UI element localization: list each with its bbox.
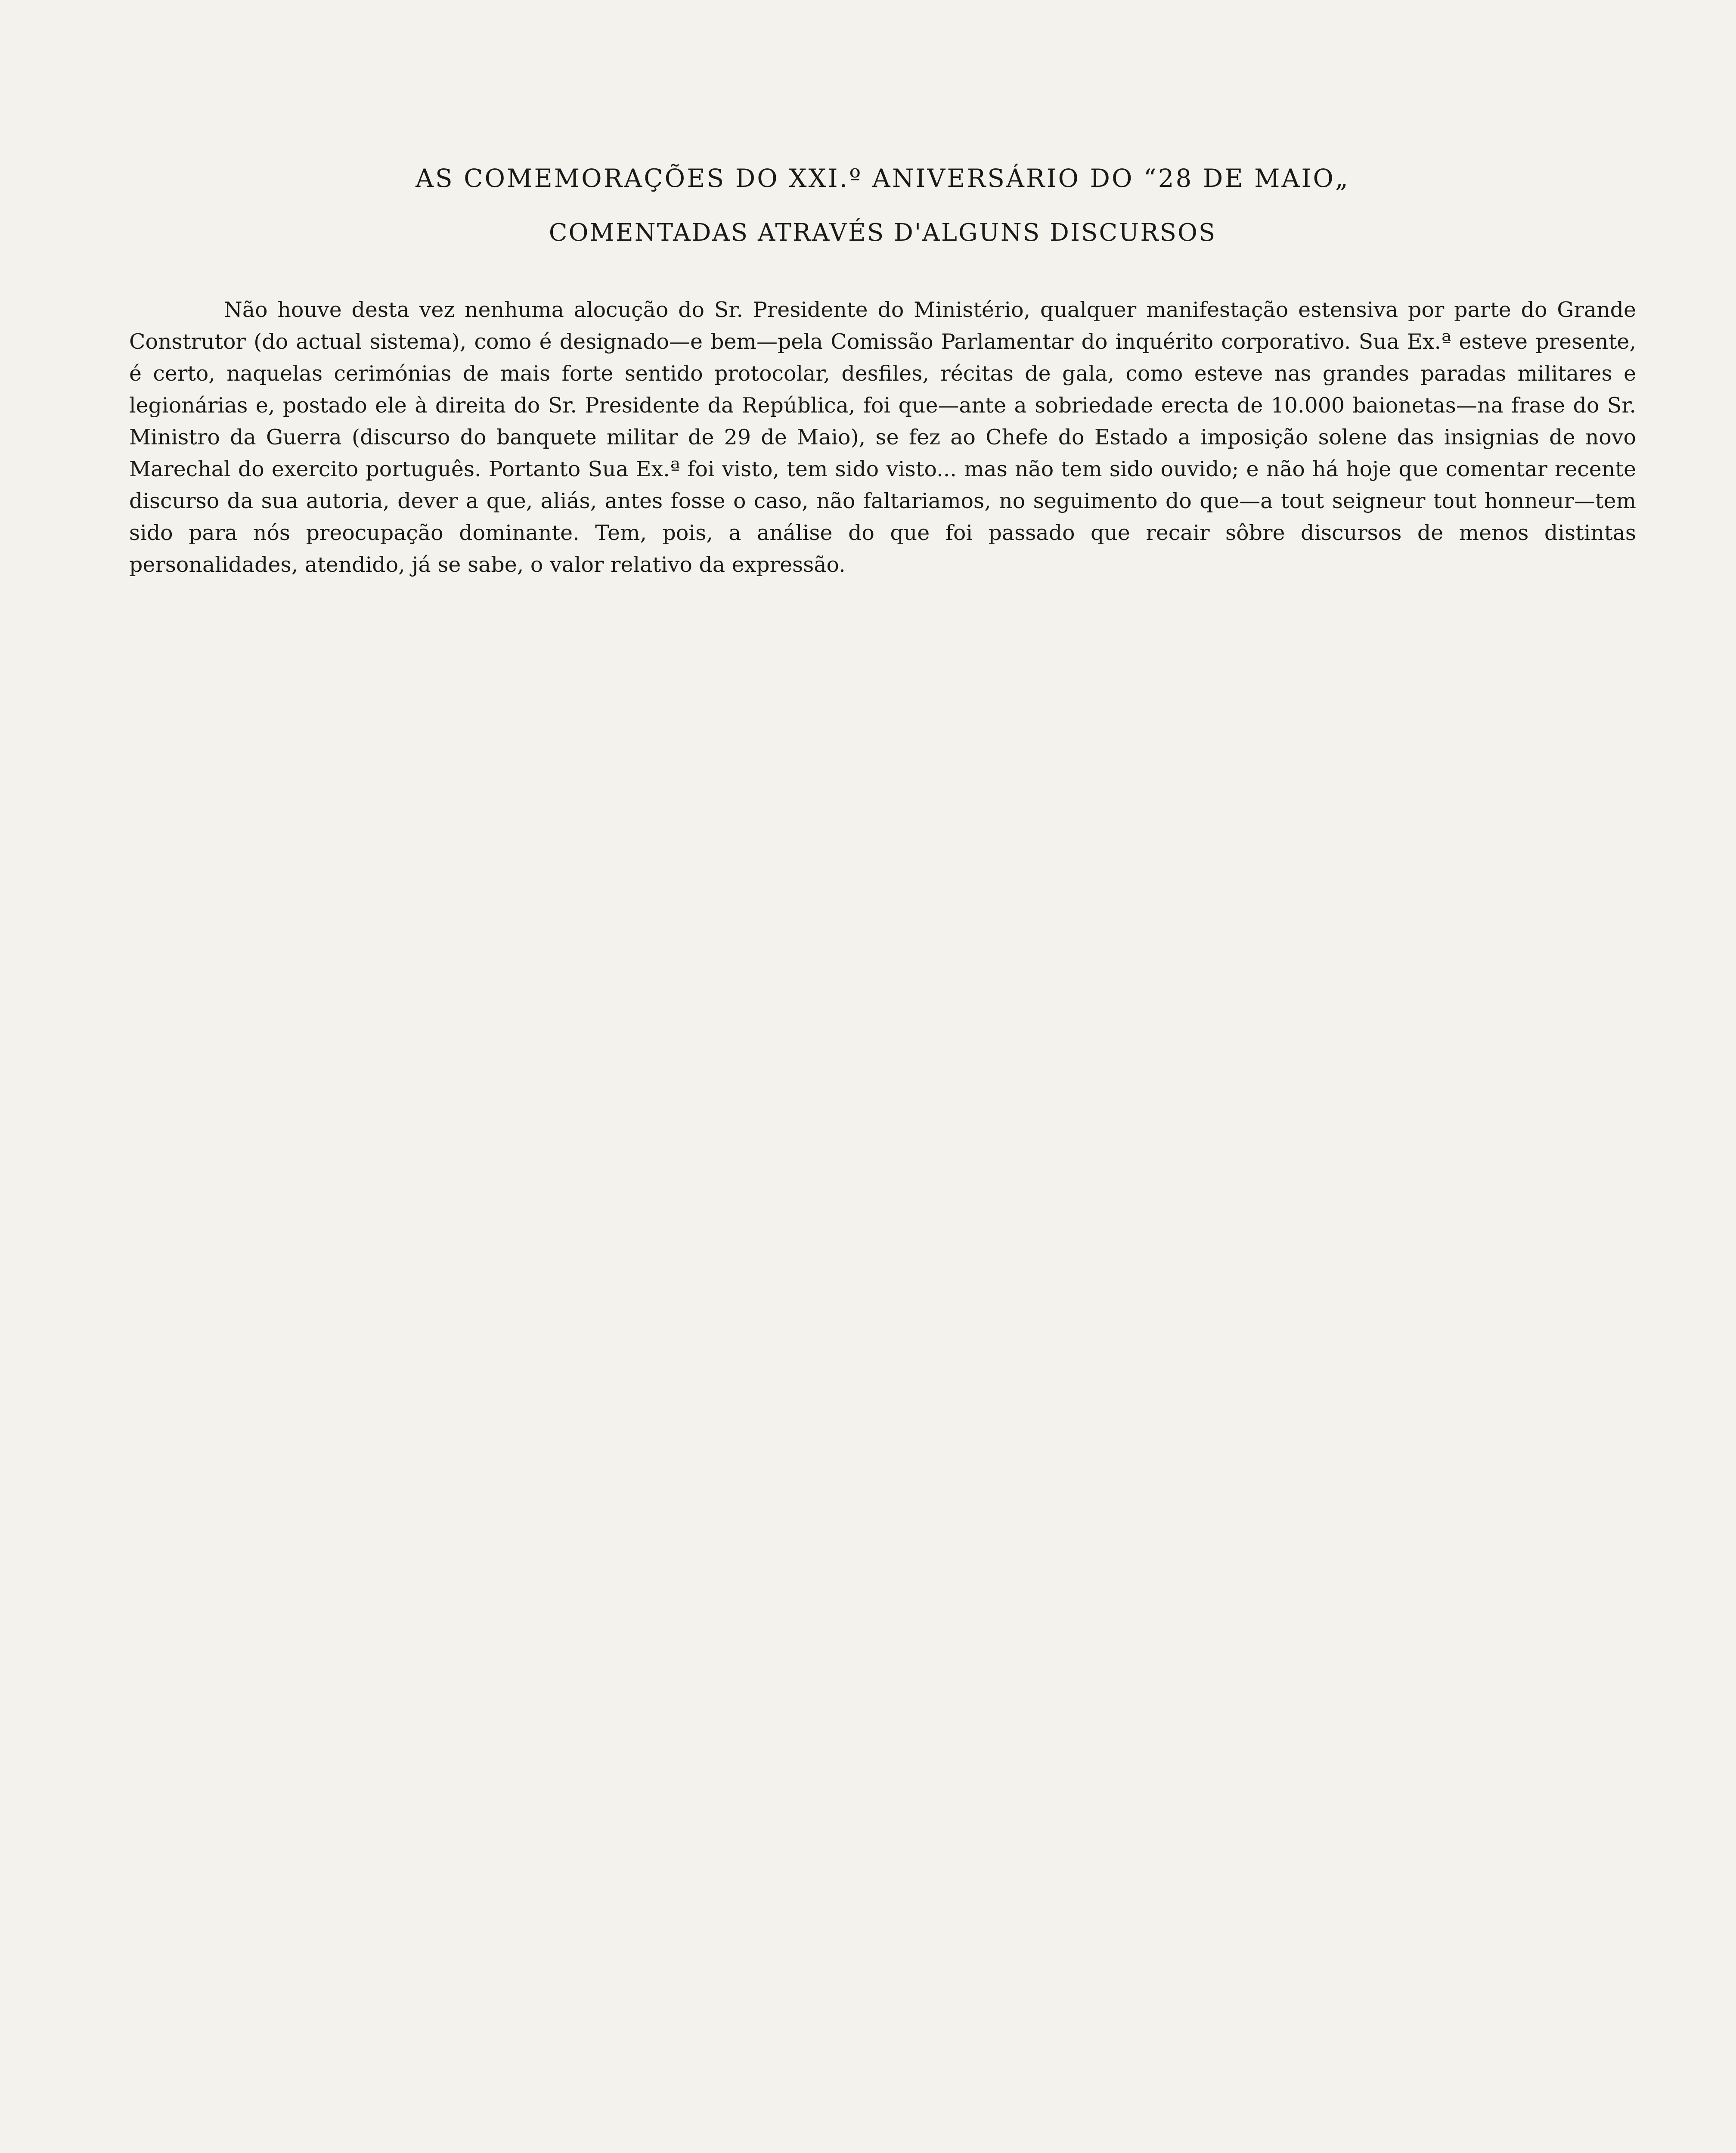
body-text: Não houve desta vez nenhuma alocução do Sr. Presidente do Ministério, qualquer manifestação estensiva por parte do Grande Construtor (do actual sistema), como é designado—e bem—pela Comissão Parlamentar do inquérito corporativo. Sua Ex.ª esteve presente, é certo, naquelas cerimónias de mais forte sentido protocolar, desfiles, récitas de gala, como esteve nas grandes paradas militares e legionárias e, postado ele à direita do Sr. Presidente da República, foi que—ante a sobriedade erecta de 10.000 baionetas—na frase do Sr. Ministro da Guerra (discurso do banquete militar de 29 de Maio), se fez ao Chefe do Estado a imposição solene das insignias de novo Marechal do exercito português. Portanto Sua Ex.ª foi visto, tem sido visto... mas não tem sido ouvido; e não há hoje que comentar recente discurso da sua autoria, dever a que, aliás, antes fosse o caso, não faltariamos, no seguimento do que—a tout seigneur tout honneur—tem sido para nós preocupação dominante. Tem, pois, a análise do que foi passado que recair sôbre discursos de menos distintas personalidades, atendido, já se sabe, o valor relativo da expressão. bbox=[129, 298, 1636, 577]
document-title: AS COMEMORAÇÕES DO XXI.º ANIVERSÁRIO DO “28 DE MAIO„ bbox=[415, 164, 1350, 193]
document-page bbox=[129, 164, 1636, 581]
document-subtitle: COMENTADAS ATRAVÉS D'ALGUNS DISCURSOS bbox=[549, 219, 1217, 247]
